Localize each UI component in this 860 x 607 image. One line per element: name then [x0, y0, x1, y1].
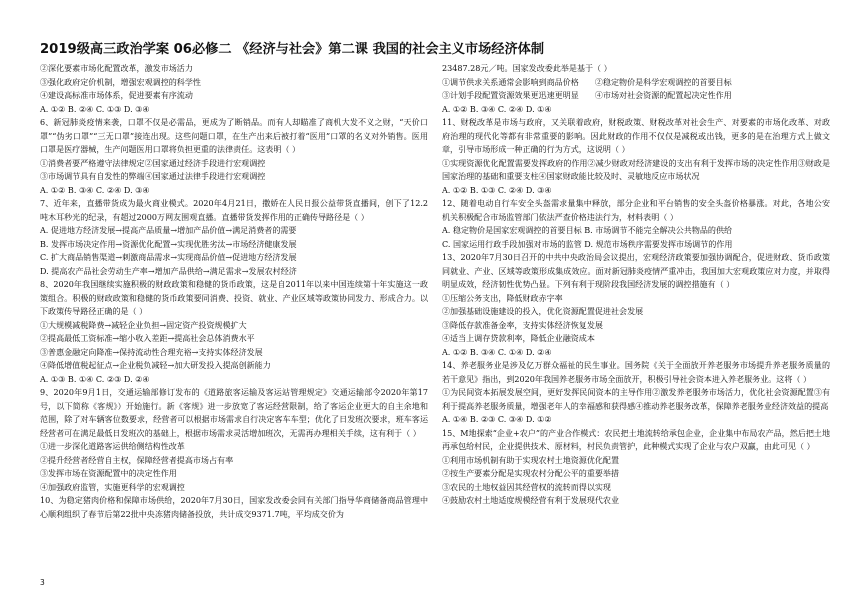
text-line: ③普惠金融定向降准→保持流动性合理充裕→支持实体经济发展 — [40, 347, 263, 357]
text-line: ④加强政府监管，实施更科学的宏观调控 — [40, 482, 185, 492]
right-column — [442, 62, 830, 508]
text-line: ③强化政府定价机制，增强宏观调控的科学性 — [40, 77, 201, 87]
question-12: 12、随着电动自行车安全头盔需求量集中释放，部分企业和平台销售的安全头盔价格暴涨。对此，各地公安机关积极配合市场监管部门依法严查价格违法行为，材料表明（ ） — [442, 199, 830, 222]
text-line: ④降低增值税起征点→企业税负减轻→加大研发投入提高创新能力 — [40, 361, 271, 370]
answer-options: A. ①② B. ③④ C. ①④ D. ②④ — [442, 347, 552, 357]
question-7: 7、近年来，直播带货成为最火商业模式。2020年4月21日，撒娇在人民日报公益带货直播间，创下了12.2吨木耳秒光的纪录，有超过2000万网友围观直播。直播带货发挥作用的正确传导路径是（ ） — [40, 199, 428, 222]
option-c: C. 扩大商品销售渠道→刺激商品需求→实现商品价值→促进地方经济发展 — [40, 253, 297, 262]
answer-options: A. ①④ B. ②③ C. ③④ D. ①② — [442, 415, 552, 424]
text-line: ①调节供求关系通常会影响到商品价格 ②稳定物价是科学宏观调控的首要目标 — [442, 77, 732, 87]
text-line: ①利用市场机制有助于实现农村土地资源优化配置 — [442, 455, 620, 465]
text-line: ④建设高标准市场体系，促进要素有序流动 — [40, 91, 193, 100]
text-line: ②提高最低工资标准→缩小收入差距→提高社会总体消费水平 — [40, 334, 255, 343]
text-line: ①实现资源优化配置需要发挥政府的作用②减少财政对经济建设的支出有利于发挥市场的决定性作用③财政是国家治理的基础和重要支柱④国家财政能比较及时、灵敏地反应市场状况 — [442, 158, 830, 181]
left-column — [40, 62, 428, 521]
answer-options: A. ①② B. ①③ C. ②④ D. ③④ — [442, 185, 552, 195]
option-b: B. 发挥市场决定作用→资源优化配置→实现优胜劣汰→市场经济健康发展 — [40, 239, 297, 249]
page-number: 3 — [40, 578, 45, 587]
option-ab: A. 稳定物价是国家宏观调控的首要目标 B. 市场调节不能完全解决公共物品的供给 — [442, 226, 733, 235]
question-11: 11、财税改革是市场与政府，又关联着政府，财税政策、财税改革对社会生产、对要素的市场化改革、对政府治理的现代化等都有非常重要的影响。因此财政的作用不仅仅是减税或出钱，更多的是在治理方式上做文章，引导市场形成一种正确的行为方式，这说明（ ） — [442, 118, 830, 154]
answer-options: A. ①② B. ③④ C. ②④ D. ①④ — [442, 104, 552, 114]
text-line: ③计划手段配置资源效果更迅速更明显 ④市场对社会资源的配置起决定性作用 — [442, 91, 732, 100]
question-15: 15、M地探索“企业+农户”的产业合作模式：农民把土地流转给承包企业，企业集中布局农产品，然后把土地再承包给村民，企业提供技术、原材料，村民负责管护，此种模式实现了企业与农户双赢，由此可见（ ） — [442, 428, 830, 451]
text-line: ③发挥市场在资源配置中的决定性作用 — [40, 469, 177, 478]
text-line: ③降低存款准备金率，支持实体经济恢复发展 — [442, 320, 603, 330]
question-9: 9、2020年9月1日，交通运输部修订发布的《道路旅客运输及客运站管理规定》交通运输部令2020年第17号，以下简称《客规》）开始施行。新《客规》进一步放宽了客运经营限制，给了客运企业更大的自主余地和范围，除了对车辆客位数要求，经营者可以根据市场需求自行决定客车车型；优化了日发班次要求，班车客运经营者可在满足最低日发班次的基础上，根据市场需求灵活增加班次，无需再办理相关手续，这有利于（ ） — [40, 388, 428, 438]
text-line: ①消费者要严格遵守法律规定②国家通过经济手段进行宏观调控 — [40, 158, 266, 168]
question-8: 8、2020年我国继续实施积极的财政政策和稳健的货币政策，这是自2011年以来中国连续第十年实施这一政策组合。积极的财政政策和稳健的货币政策要同消费、投资、就业、产业区域等政策协同发力、形成合力。以下政策传导路径正确的是（ ） — [40, 280, 428, 316]
text-line: ①大规模减税降费→减轻企业负担→固定资产投资规模扩大 — [40, 320, 247, 330]
question-6: 6、新冠肺炎疫情来袭，口罩不仅是必需品，更成为了断销品。而有人却瞄准了商机大发不义之财，“天价口罩”“伪劣口罩”“三无口罩”接连出现。这些问题口罩，在生产出来后被打着“医用”口罩的名义对外销售。医用口罩是医疗器械，生产问题医用口罩将负担更重的法律责任。这表明（ ） — [40, 118, 428, 154]
text-line: ①为民间资本拓展发展空间，更好发挥民间资本的主导作用②激发养老服务市场活力，优化社会资源配置③有利于提高养老服务质量，增强老年人的幸福感和获得感④推动养老服务改革，保障养老服务业经济效益的提高 — [442, 388, 830, 411]
option-a: A. 促进地方经济发展→提高产品质量→增加产品价值→满足消费者的需要 — [40, 226, 297, 235]
option-cd: C. 国家运用行政手段加强对市场的监管 D. 规范市场秩序需要发挥市场调节的作用 — [442, 239, 733, 249]
page-title: 2019级高三政治学案 06必修二 《经济与社会》第二课 我国的社会主义市场经济体制 — [40, 42, 545, 57]
option-d: D. 提高农产品社会劳动生产率→增加产品供给→满足需求→发展农村经济 — [40, 266, 297, 276]
text-line: ②深化要素市场化配置改革，激发市场活力 — [40, 64, 193, 73]
text-line: ③农民的土地权益因其经营权的流转而得以实现 — [442, 482, 611, 492]
answer-options: A. ①② B. ③④ C. ②④ D. ③④ — [40, 185, 150, 195]
question-14: 14、养老服务业是涉及亿万群众福祉的民生事业。国务院《关于全面放开养老服务市场提升养老服务质量的若干意见》指出，到2020年我国养老服务市场全面放开，积极引导社会资本进入养老服务业。这将（ ） — [442, 361, 830, 384]
answer-options: A. ①② B. ②④ C. ①③ D. ③④ — [40, 104, 150, 114]
text-line: ②提升经营者经营自主权，保障经营者提高市场占有率 — [40, 455, 234, 465]
text-line: ③市场调节具有自发性的弊端④国家通过法律手段进行宏观调控 — [40, 172, 266, 181]
text-line: 23487.28元／吨。国家发改委此举是基于（ ） — [442, 64, 612, 73]
text-line: ①压缩公务支出，降低财政赤字率 — [442, 293, 563, 303]
question-13: 13、2020年7月30日召开的中共中央政治局会议提出，宏观经济政策要加强协调配合，促进财政、货币政策同就业、产业、区域等政策形成集成效应。面对新冠肺炎疫情严重冲击，我国加大宏观政策应对力度，并取得明显成效，经济韧性优势凸显。下列有利于现阶段我国经济发展的调控措施有（ ） — [442, 253, 830, 289]
text-line: ①进一步深化道路客运供给侧结构性改革 — [40, 442, 185, 451]
text-line: ②加强基础设施建设的投入，优化资源配置促进社会发展 — [442, 307, 644, 316]
answer-options: A. ①③ B. ①④ C. ②③ D. ②④ — [40, 374, 150, 384]
text-line: ④鼓励农村土地适度规模经营有利于发展现代农业 — [442, 496, 620, 505]
text-line: ④适当上调存贷款利率，降低企业融资成本 — [442, 334, 595, 343]
question-10: 10、为稳定猪肉价格和保障市场供给，2020年7月30日，国家发改委会同有关部门指导华商储备商品管理中心顺利组织了春节后第22批中央冻猪肉储备投放，共计成交9371.7吨，平均成交价为 — [40, 496, 428, 519]
text-line: ②按生产要素分配是实现农村分配公平的重要举措 — [442, 469, 620, 478]
